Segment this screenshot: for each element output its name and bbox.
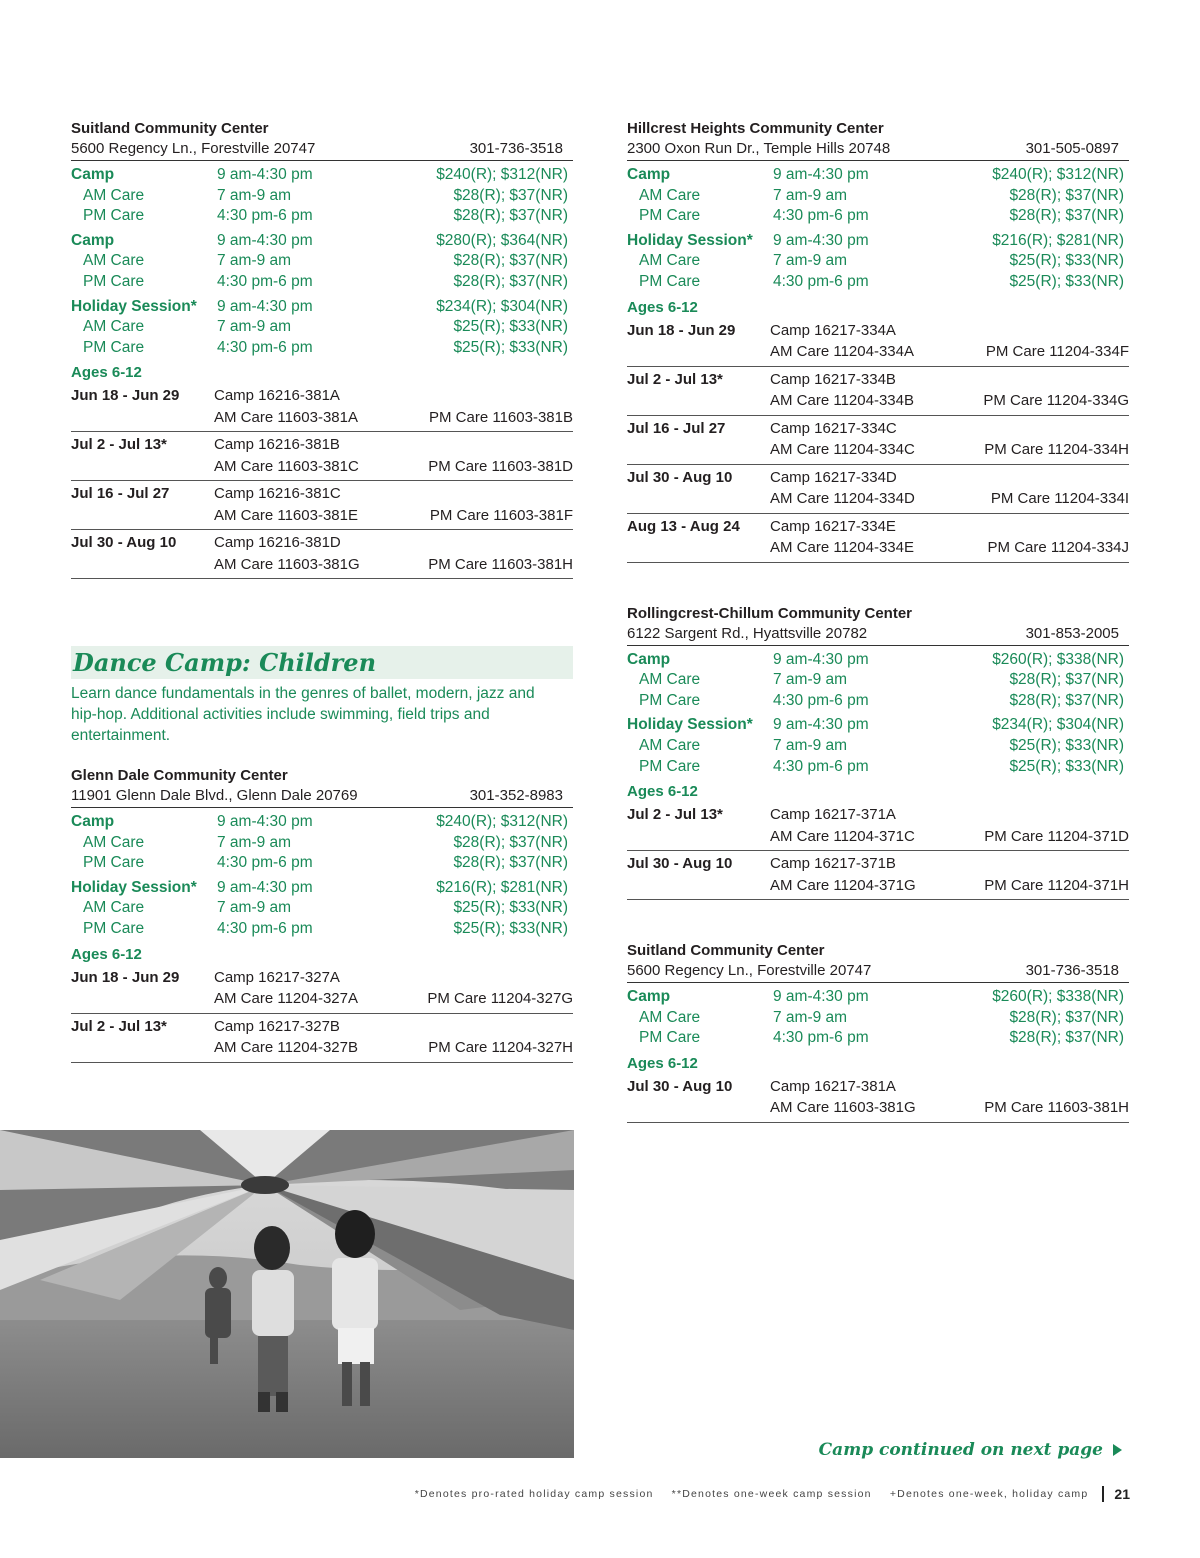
- fee-label: AM Care: [639, 252, 701, 270]
- fee-price: $25(R); $33(NR): [1009, 272, 1124, 290]
- fee-label: Camp: [627, 166, 671, 183]
- fee-price: $28(R); $37(NR): [1009, 1029, 1124, 1047]
- footer-note: *Denotes pro-rated holiday camp session: [414, 1488, 654, 1500]
- care-codes: [214, 456, 573, 478]
- center-phone: 301-853-2005: [1025, 624, 1119, 642]
- fee-label: Camp: [627, 650, 671, 668]
- fee-row: [627, 206, 1129, 227]
- fee-row: [627, 1008, 1129, 1029]
- fee-time: 7 am-9 am: [773, 736, 848, 754]
- session-dates: Jul 2 - Jul 13*: [627, 370, 723, 388]
- fee-time: 9 am-4:30 pm: [217, 231, 313, 249]
- pm-care-code: PM Care 11204-327G: [427, 990, 573, 1008]
- fee-time: 9 am-4:30 pm: [773, 716, 869, 734]
- fee-row: [627, 691, 1129, 712]
- fee-price: $28(R); $37(NR): [1009, 186, 1124, 204]
- fee-time: 7 am-9 am: [773, 1008, 848, 1026]
- center-name: Rollingcrest-Chillum Community Center: [627, 604, 913, 622]
- fee-block: [71, 297, 573, 359]
- fee-price: $25(R); $33(NR): [1009, 252, 1124, 270]
- fee-time: 4:30 pm-6 pm: [773, 207, 869, 225]
- fee-price: $25(R); $33(NR): [453, 318, 568, 336]
- fee-label: PM Care: [83, 854, 145, 872]
- fee-row: [71, 165, 573, 186]
- center-address-line: [627, 139, 1129, 161]
- center-address: 5600 Regency Ln., Forestville 20747: [627, 962, 872, 980]
- camp-code: Camp 16217-334A: [770, 321, 896, 339]
- am-care-code: AM Care 11204-334D: [770, 490, 915, 508]
- fee-label: Holiday Session*: [71, 878, 197, 896]
- fee-label: AM Care: [639, 671, 701, 689]
- fee-time: 7 am-9 am: [217, 318, 292, 336]
- fee-time: 7 am-9 am: [217, 186, 292, 204]
- community-center: [627, 603, 1129, 901]
- pm-care-code: PM Care 11204-327H: [428, 1039, 573, 1057]
- session-dates: Jun 18 - Jun 29: [627, 321, 736, 339]
- session-row: [627, 465, 1129, 514]
- fee-time: 4:30 pm-6 pm: [217, 207, 313, 225]
- fee-price: $28(R); $37(NR): [1009, 671, 1124, 689]
- session-row: [627, 416, 1129, 465]
- am-care-code: AM Care 11603-381C: [214, 457, 359, 475]
- fee-row: [627, 715, 1129, 736]
- fee-label: PM Care: [83, 272, 145, 290]
- care-codes: [214, 988, 573, 1010]
- care-codes: [770, 341, 1129, 363]
- fee-row: [71, 251, 573, 272]
- session-codes: [214, 967, 573, 1010]
- session-codes: [770, 516, 1129, 559]
- fee-label: AM Care: [83, 252, 145, 270]
- fee-price: $28(R); $37(NR): [453, 833, 568, 851]
- fee-time: 7 am-9 am: [773, 671, 848, 689]
- camp-code: Camp 16216-381D: [214, 534, 341, 552]
- session-dates: Jun 18 - Jun 29: [71, 387, 180, 405]
- care-codes: [770, 1097, 1129, 1119]
- fee-time: 9 am-4:30 pm: [773, 650, 869, 668]
- session-row: [71, 432, 573, 481]
- fee-time: 4:30 pm-6 pm: [217, 338, 313, 356]
- arrow-right-icon: [1113, 1444, 1122, 1456]
- fee-block: [627, 650, 1129, 712]
- footer-note: +Denotes one-week, holiday camp: [889, 1488, 1089, 1500]
- fee-block: [71, 231, 573, 293]
- fee-label: Camp: [71, 231, 115, 249]
- fee-row: [71, 231, 573, 252]
- fee-time: 7 am-9 am: [217, 252, 292, 270]
- fee-price: $216(R); $281(NR): [436, 878, 568, 896]
- session-dates: Jul 2 - Jul 13*: [627, 806, 723, 824]
- camp-code: Camp 16217-334E: [770, 517, 896, 535]
- fee-time: 9 am-4:30 pm: [217, 297, 313, 315]
- dance-camp-description: Learn dance fundamentals in the genres of ballet, modern, jazz and hip-hop. Additional activities include swimming, field trips and entertainment.: [71, 685, 535, 744]
- fee-row: [627, 1028, 1129, 1049]
- care-codes: [770, 537, 1129, 559]
- center-phone: 301-352-8983: [469, 787, 563, 804]
- fee-time: 7 am-9 am: [773, 252, 848, 270]
- care-codes: [770, 390, 1129, 412]
- session-codes: [770, 418, 1129, 461]
- fee-label: Holiday Session*: [627, 716, 753, 734]
- page-number: 21: [1114, 1486, 1130, 1502]
- center-address: 11901 Glenn Dale Blvd., Glenn Dale 20769: [71, 787, 358, 804]
- continued-text: Camp continued on next page: [818, 1440, 1103, 1460]
- community-center: [627, 940, 1129, 1123]
- fee-block: [627, 987, 1129, 1049]
- fee-label: Holiday Session*: [71, 297, 197, 315]
- pm-care-code: PM Care 11603-381F: [429, 506, 573, 524]
- fee-label: PM Care: [83, 338, 145, 356]
- fee-label: AM Care: [639, 736, 701, 754]
- fee-time: 7 am-9 am: [773, 186, 848, 204]
- fee-row: [71, 853, 573, 874]
- fee-price: $25(R); $33(NR): [453, 338, 568, 356]
- am-care-code: AM Care 11204-371C: [770, 827, 915, 845]
- ages-label: Ages 6-12: [627, 1054, 698, 1072]
- pm-care-code: PM Care 11603-381B: [429, 408, 573, 426]
- fee-price: $28(R); $37(NR): [453, 186, 568, 204]
- am-care-code: AM Care 11204-327B: [214, 1039, 358, 1057]
- am-care-code: AM Care 11204-371G: [770, 876, 916, 894]
- session-codes: [770, 320, 1129, 363]
- fee-row: [71, 833, 573, 854]
- session-row: [627, 851, 1129, 900]
- fee-block: [71, 878, 573, 940]
- pm-care-code: PM Care 11603-381H: [428, 555, 573, 573]
- center-name: Suitland Community Center: [71, 120, 269, 137]
- fee-time: 4:30 pm-6 pm: [773, 757, 869, 775]
- fee-time: 9 am-4:30 pm: [217, 878, 313, 896]
- fee-row: [71, 317, 573, 338]
- fee-block: [627, 165, 1129, 227]
- session-row: [71, 383, 573, 432]
- fee-price: $28(R); $37(NR): [1009, 1008, 1124, 1026]
- session-codes: [770, 804, 1129, 847]
- care-codes: [214, 554, 573, 576]
- continued-next-page: [819, 1440, 1122, 1460]
- camp-code: Camp 16217-371A: [770, 806, 896, 824]
- fee-label: Camp: [71, 813, 115, 830]
- fee-block: [71, 165, 573, 227]
- session-codes: [770, 1076, 1129, 1119]
- fee-row: [71, 898, 573, 919]
- community-center: [71, 765, 573, 1063]
- fee-row: [71, 272, 573, 293]
- pm-care-code: PM Care 11204-334G: [983, 392, 1129, 410]
- camp-code: Camp 16217-381A: [770, 1077, 896, 1095]
- ages-label: Ages 6-12: [627, 298, 698, 316]
- session-codes: [214, 1016, 573, 1059]
- session-codes: [214, 532, 573, 575]
- fee-time: 9 am-4:30 pm: [773, 988, 869, 1006]
- camp-code: Camp 16217-371B: [770, 855, 896, 873]
- care-codes: [770, 439, 1129, 461]
- center-address-line: [71, 139, 573, 161]
- session-codes: [770, 369, 1129, 412]
- fee-label: Camp: [71, 166, 115, 183]
- center-name: Suitland Community Center: [627, 942, 825, 960]
- fee-block: [71, 812, 573, 874]
- fee-row: [627, 165, 1129, 186]
- fee-time: 4:30 pm-6 pm: [217, 919, 313, 937]
- fee-time: 4:30 pm-6 pm: [773, 272, 869, 290]
- session-row: [627, 802, 1129, 851]
- fee-label: AM Care: [83, 186, 145, 204]
- fee-label: AM Care: [83, 899, 145, 917]
- footer-divider: [1102, 1486, 1104, 1502]
- fee-price: $216(R); $281(NR): [992, 231, 1124, 249]
- fee-time: 9 am-4:30 pm: [773, 166, 869, 183]
- center-phone: 301-505-0897: [1025, 140, 1119, 157]
- session-codes: [214, 483, 573, 526]
- fee-label: PM Care: [639, 207, 701, 225]
- fee-row: [627, 650, 1129, 671]
- camp-code: Camp 16217-327B: [214, 1017, 340, 1035]
- fee-label: AM Care: [639, 1008, 701, 1026]
- fee-price: $28(R); $37(NR): [453, 272, 568, 290]
- center-address-line: [627, 624, 1129, 646]
- center-name: Glenn Dale Community Center: [71, 767, 288, 784]
- camp-code: Camp 16216-381B: [214, 436, 340, 454]
- fee-label: AM Care: [83, 833, 145, 851]
- camp-code: Camp 16216-381C: [214, 485, 341, 503]
- fee-block: [627, 231, 1129, 293]
- fee-time: 9 am-4:30 pm: [217, 166, 313, 183]
- community-center: [71, 118, 573, 579]
- care-codes: [770, 488, 1129, 510]
- fee-label: PM Care: [639, 691, 701, 709]
- center-address: 2300 Oxon Run Dr., Temple Hills 20748: [627, 140, 891, 157]
- center-address-line: [71, 786, 573, 808]
- fee-row: [71, 338, 573, 359]
- session-codes: [770, 853, 1129, 896]
- session-row: [71, 481, 573, 530]
- session-row: [627, 367, 1129, 416]
- fee-time: 4:30 pm-6 pm: [773, 1029, 869, 1047]
- fee-row: [627, 186, 1129, 207]
- fee-price: $240(R); $312(NR): [992, 166, 1124, 183]
- pm-care-code: PM Care 11204-371D: [984, 827, 1129, 845]
- center-name: Hillcrest Heights Community Center: [627, 120, 884, 137]
- fee-price: $240(R); $312(NR): [436, 166, 568, 183]
- fee-row: [627, 231, 1129, 252]
- page-footer: [340, 1486, 1130, 1502]
- care-codes: [214, 1037, 573, 1059]
- pm-care-code: PM Care 11204-334I: [990, 490, 1129, 508]
- ages-label: Ages 6-12: [71, 364, 142, 382]
- center-phone: 301-736-3518: [1025, 962, 1119, 980]
- session-row: [627, 318, 1129, 367]
- am-care-code: AM Care 11204-334C: [770, 441, 915, 459]
- fee-price: $25(R); $33(NR): [1009, 757, 1124, 775]
- camp-code: Camp 16216-381A: [214, 387, 340, 405]
- care-codes: [214, 505, 573, 527]
- fee-block: [627, 715, 1129, 777]
- camp-code: Camp 16217-327A: [214, 968, 340, 986]
- camp-code: Camp 16217-334C: [770, 419, 897, 437]
- session-dates: Jun 18 - Jun 29: [71, 968, 180, 986]
- session-dates: Jul 30 - Aug 10: [627, 1077, 733, 1095]
- ages-label: Ages 6-12: [627, 783, 698, 801]
- fee-price: $28(R); $37(NR): [453, 252, 568, 270]
- fee-row: [71, 206, 573, 227]
- camp-code: Camp 16217-334B: [770, 370, 896, 388]
- session-dates: Jul 2 - Jul 13*: [71, 436, 167, 454]
- dance-camp-section: [71, 646, 573, 746]
- fee-row: [71, 919, 573, 940]
- footer-notes: [401, 1488, 1089, 1500]
- session-dates: Jul 16 - Jul 27: [627, 419, 726, 437]
- session-dates: Jul 30 - Aug 10: [627, 468, 733, 486]
- am-care-code: AM Care 11204-334E: [770, 539, 914, 557]
- footer-note: **Denotes one-week camp session: [671, 1488, 872, 1500]
- fee-time: 4:30 pm-6 pm: [217, 854, 313, 872]
- glenn-dale-section: [71, 765, 573, 1103]
- pm-care-code: PM Care 11603-381D: [428, 457, 573, 475]
- fee-price: $240(R); $312(NR): [436, 813, 568, 830]
- session-dates: Jul 16 - Jul 27: [71, 485, 170, 503]
- am-care-code: AM Care 11204-334A: [770, 343, 914, 361]
- pm-care-code: PM Care 11204-334H: [984, 441, 1129, 459]
- fee-row: [627, 736, 1129, 757]
- fee-time: 4:30 pm-6 pm: [773, 691, 869, 709]
- fee-label: Holiday Session*: [627, 231, 753, 249]
- fee-price: $25(R); $33(NR): [453, 919, 568, 937]
- fee-label: PM Care: [639, 757, 701, 775]
- fee-row: [627, 670, 1129, 691]
- fee-label: PM Care: [639, 272, 701, 290]
- session-codes: [770, 467, 1129, 510]
- ages-label: Ages 6-12: [71, 945, 142, 963]
- fee-price: $280(R); $364(NR): [436, 231, 568, 249]
- am-care-code: AM Care 11603-381E: [214, 506, 358, 524]
- fee-price: $260(R); $338(NR): [992, 650, 1124, 668]
- fee-price: $234(R); $304(NR): [992, 716, 1124, 734]
- fee-label: Camp: [627, 988, 671, 1006]
- fee-time: 4:30 pm-6 pm: [217, 272, 313, 290]
- dance-camp-title: Dance Camp: Children: [71, 646, 573, 679]
- care-codes: [770, 875, 1129, 897]
- fee-price: $25(R); $33(NR): [1009, 736, 1124, 754]
- session-codes: [214, 434, 573, 477]
- fee-row: [627, 272, 1129, 293]
- fee-time: 7 am-9 am: [217, 899, 292, 917]
- fee-time: 9 am-4:30 pm: [217, 813, 313, 830]
- session-row: [71, 530, 573, 579]
- fee-row: [627, 987, 1129, 1008]
- center-address: 5600 Regency Ln., Forestville 20747: [71, 140, 316, 157]
- fee-row: [71, 297, 573, 318]
- fee-row: [71, 812, 573, 833]
- fee-price: $28(R); $37(NR): [453, 854, 568, 872]
- center-phone: 301-736-3518: [469, 140, 563, 157]
- fee-time: 7 am-9 am: [217, 833, 292, 851]
- fee-price: $234(R); $304(NR): [436, 297, 568, 315]
- pm-care-code: PM Care 11204-334F: [985, 343, 1129, 361]
- am-care-code: AM Care 11603-381G: [770, 1099, 916, 1117]
- fee-label: AM Care: [83, 318, 145, 336]
- fee-label: AM Care: [639, 186, 701, 204]
- fee-row: [71, 186, 573, 207]
- pm-care-code: PM Care 11204-334J: [987, 539, 1129, 557]
- session-dates: Jul 30 - Aug 10: [71, 534, 177, 552]
- care-codes: [770, 826, 1129, 848]
- session-dates: Jul 2 - Jul 13*: [71, 1017, 167, 1035]
- fee-time: 9 am-4:30 pm: [773, 231, 869, 249]
- fee-label: PM Care: [83, 919, 145, 937]
- pm-care-code: PM Care 11603-381H: [984, 1099, 1129, 1117]
- left-column: [71, 118, 573, 619]
- session-row: [71, 1014, 573, 1063]
- session-row: [627, 1074, 1129, 1123]
- session-row: [627, 514, 1129, 563]
- fee-price: $260(R); $338(NR): [992, 988, 1124, 1006]
- am-care-code: AM Care 11603-381A: [214, 408, 358, 426]
- right-column: [627, 118, 1129, 1163]
- fee-price: $28(R); $37(NR): [453, 207, 568, 225]
- camp-code: Camp 16217-334D: [770, 468, 897, 486]
- fee-label: PM Care: [639, 1029, 701, 1047]
- fee-row: [627, 757, 1129, 778]
- am-care-code: AM Care 11204-327A: [214, 990, 358, 1008]
- center-address-line: [627, 961, 1129, 983]
- session-dates: Jul 30 - Aug 10: [627, 855, 733, 873]
- fee-price: $25(R); $33(NR): [453, 899, 568, 917]
- fee-row: [627, 251, 1129, 272]
- fee-row: [71, 878, 573, 899]
- fee-label: PM Care: [83, 207, 145, 225]
- session-dates: Aug 13 - Aug 24: [627, 517, 740, 535]
- session-row: [71, 965, 573, 1014]
- fee-price: $28(R); $37(NR): [1009, 207, 1124, 225]
- pm-care-code: PM Care 11204-371H: [984, 876, 1129, 894]
- am-care-code: AM Care 11603-381G: [214, 555, 360, 573]
- children-parachute-photo: [0, 1130, 574, 1458]
- session-codes: [214, 385, 573, 428]
- care-codes: [214, 407, 573, 429]
- center-address: 6122 Sargent Rd., Hyattsville 20782: [627, 624, 868, 642]
- fee-price: $28(R); $37(NR): [1009, 691, 1124, 709]
- am-care-code: AM Care 11204-334B: [770, 392, 914, 410]
- community-center: [627, 118, 1129, 563]
